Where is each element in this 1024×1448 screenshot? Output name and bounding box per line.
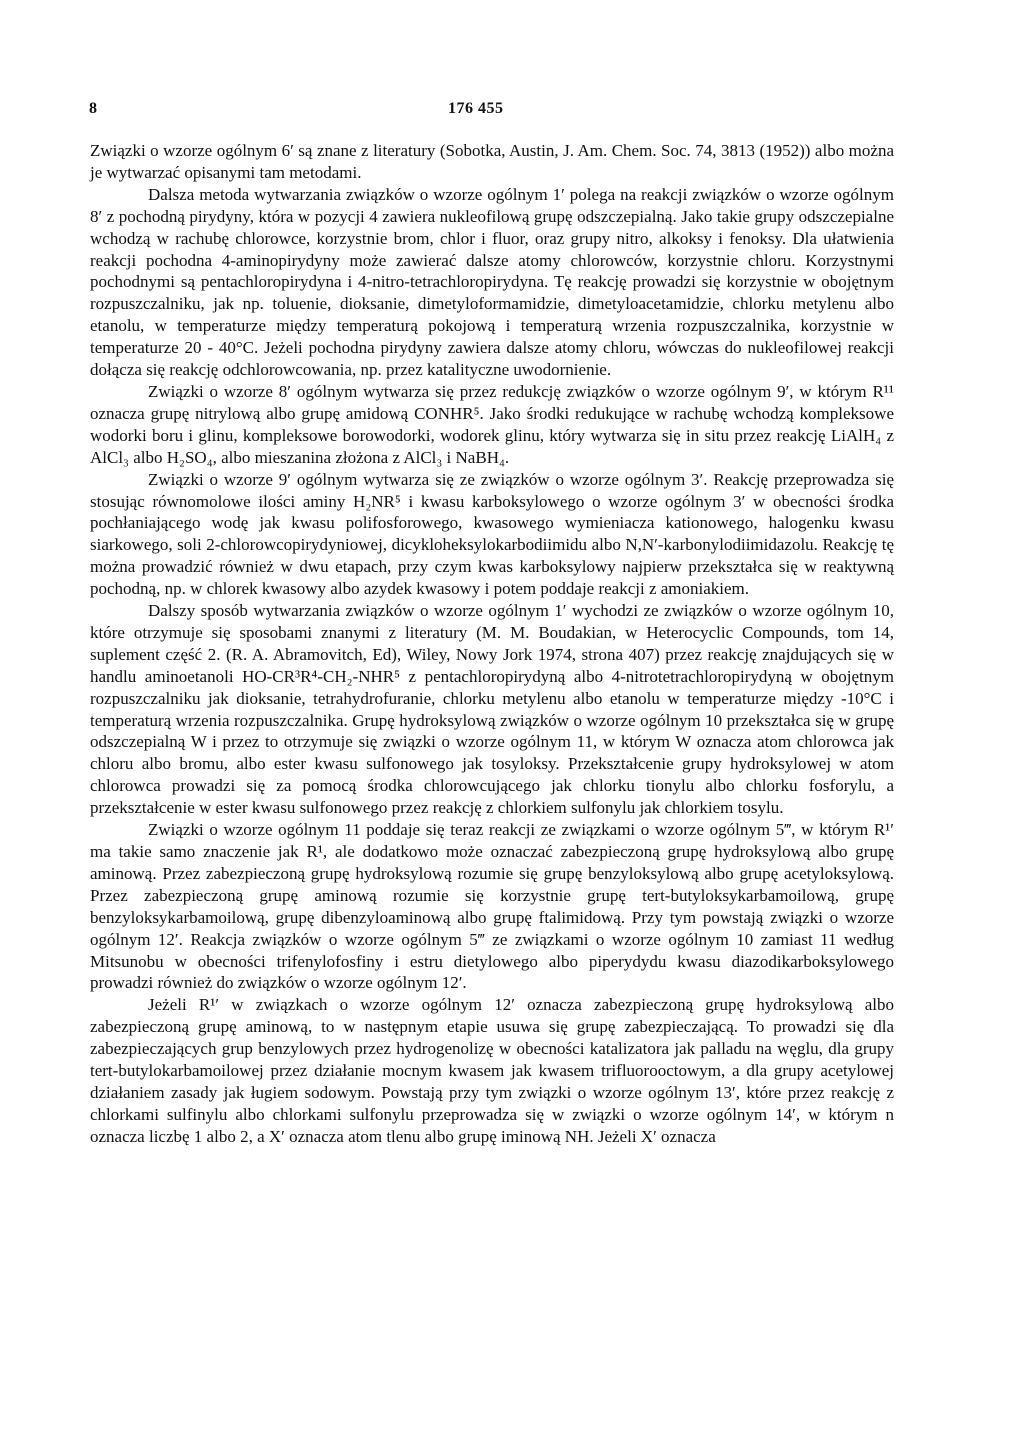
paragraph: Dalsza metoda wytwarzania związków o wzorze ogólnym 1′ polega na reakcji związków o wzorze ogólnym 8′ z pochodną pirydyny, która w pozycji 4 zawiera nukleofilową grupę odszczepialną. Jako takie grupy odszczepialne wchodzą w rachubę chlorowce, korzystnie brom, chlor i fluor, oraz grupy nitro, alkoksy i fenoksy. Dla ułatwienia reakcji pochodna 4-aminopirydyny może zawierać dalsze atomy chlorowców, korzystnie chloru. Korzystnymi pochodnymi są pentachloropirydyna i 4-nitro-tetrachloropirydyna. Tę reakcję prowadzi się korzystnie w obojętnym rozpuszczalniku, jak np. toluenie, dioksanie, dimetyloformamidzie, dimetyloacetamidzie, chlorku metylenu albo etanolu, w temperaturze między temperaturą pokojową i temperaturą wrzenia rozpuszczalnika, korzystnie w temperaturze 20 - 40°C. Jeżeli pochodna pirydyny zawiera dalsze atomy chloru, wówczas do nukleofilowej reakcji dołącza się reakcję odchlorowcowania, np. przez katalityczne uwodornienie. <box>90 184 894 380</box>
paragraph: Związki o wzorze ogólnym 11 poddaje się teraz reakcji ze związkami o wzorze ogólnym 5‴, w którym R¹′ ma takie samo znaczenie jak R¹, ale dodatkowo może oznaczać zabezpieczoną grupę hydroksylową albo grupę aminową. Przez zabezpieczoną grupę hydroksylową rozumie się grupę benzyloksylową albo grupę acetyloksylową. Przez zabezpieczoną grupę aminową rozumie się korzystnie grupę tert-butyloksykarbamoilową, grupę benzyloksykarbamoilową, grupę dibenzyloaminową albo grupę ftalimidową. Przy tym powstają związki o wzorze ogólnym 12′. Reakcja związków o wzorze ogólnym 5‴ ze związkami o wzorze ogólnym 10 zamiast 11 według Mitsunobu w obecności trifenylofosfiny i estru dietylowego albo piperydydu kwasu diazodikarboksylowego prowadzi również do związków o wzorze ogólnym 12′. <box>90 820 894 993</box>
patent-number: 176 455 <box>448 100 504 117</box>
paragraph: Związki o wzorze 8′ ogólnym wytwarza się przez redukcję związków o wzorze ogólnym 9′, w którym R¹¹ oznacza grupę nitrylową albo grupę amidową CONHR⁵. Jako środki redukujące w rachubę wchodzą kompleksowe wodorki boru i glinu, kompleksowe borowodorki, wodorek glinu, który wytwarza się in situ przez reakcję LiAlH₄ z AlCl₃ albo H₂SO₄, albo mieszanina złożona z AlCl₃ i NaBH₄. <box>90 381 894 467</box>
paragraph: Dalszy sposób wytwarzania związków o wzorze ogólnym 1′ wychodzi ze związków o wzorze ogólnym 10, które otrzymuje się sposobami znanymi z literatury (M. M. Boudakian, w Heterocyclic Compounds, tom 14, suplement część 2. (R. A. Abramovitch, Ed), Wiley, Nowy Jork 1974, strona 407) przez reakcję znajdujących się w handlu aminoetanoli HO-CR³R⁴-CH₂-NHR⁵ z pentachloropirydyną albo 4-nitrotetrachloropirydyną w obojętnym rozpuszczalniku jak dioksanie, tetrahydrofuranie, chlorku metylenu albo etanolu w temperaturze między -10°C i temperaturą wrzenia rozpuszczalnika. Grupę hydroksylową związków o wzorze ogólnym 10 przekształca się w grupę odszczepialną W i przez to otrzymuje się związki o wzorze ogólnym 11, w którym W oznacza atom chlorowca jak chloru albo bromu, albo ester kwasu sulfonowego jak tosyloksy. Przekształcenie grupy hydroksylowej w atom chlorowca prowadzi się za pomocą środka chlorowcującego jak chlorku tionylu albo chlorku fosforylu, a przekształcenie w ester kwasu sulfonowego przez reakcję z chlorkiem sulfonylu jak chlorkiem tosylu. <box>90 601 894 818</box>
body-text <box>90 140 894 1148</box>
paragraph: Jeżeli R¹′ w związkach o wzorze ogólnym 12′ oznacza zabezpieczoną grupę hydroksylową albo zabezpieczoną grupę aminową, to w następnym etapie usuwa się grupę zabezpieczającą. To prowadzi się dla zabezpieczających grup benzylowych przez hydrogenolizę w obecności katalizatora jak palladu na węglu, dla grupy tert-butylokarbamoilowej przez działanie mocnym kwasem jak kwasem trifluorooctowym, a dla grupy acetylowej działaniem zasady jak ługiem sodowym. Powstają przy tym związki o wzorze ogólnym 13′, które przez reakcję z chlorkami sulfinylu albo chlorkami sulfonylu przeprowadza się w związki o wzorze ogólnym 14′, w którym n oznacza liczbę 1 albo 2, a X′ oznacza atom tlenu albo grupę iminową NH. Jeżeli X′ oznacza <box>90 995 894 1146</box>
paragraph: Związki o wzorze 9′ ogólnym wytwarza się ze związków o wzorze ogólnym 3′. Reakcję przeprowadza się stosując równomolowe ilości aminy H₂NR⁵ i kwasu karboksylowego o wzorze ogólnym 3′ w obecności środka pochłaniającego wodę jak kwasu polifosforowego, kwasowego wymieniacza kationowego, halogenku kwasu siarkowego, soli 2-chlorowcopirydyniowej, dicykloheksylokarbodiimidu albo N,N′-karbonylodiimidazolu. Reakcję tę można prowadzić również w dwu etapach, przy czym kwas karboksylowy najpierw przekształca się w reaktywną pochodną, np. w chlorek kwasowy albo azydek kwasowy i potem poddaje reakcji z amoniakiem. <box>90 469 894 599</box>
paragraph: Związki o wzorze ogólnym 6′ są znane z literatury (Sobotka, Austin, J. Am. Chem. Soc. 74, 3813 (1952)) albo można je wytwarzać opisanymi tam metodami. <box>90 141 894 182</box>
page-number: 8 <box>89 100 97 117</box>
